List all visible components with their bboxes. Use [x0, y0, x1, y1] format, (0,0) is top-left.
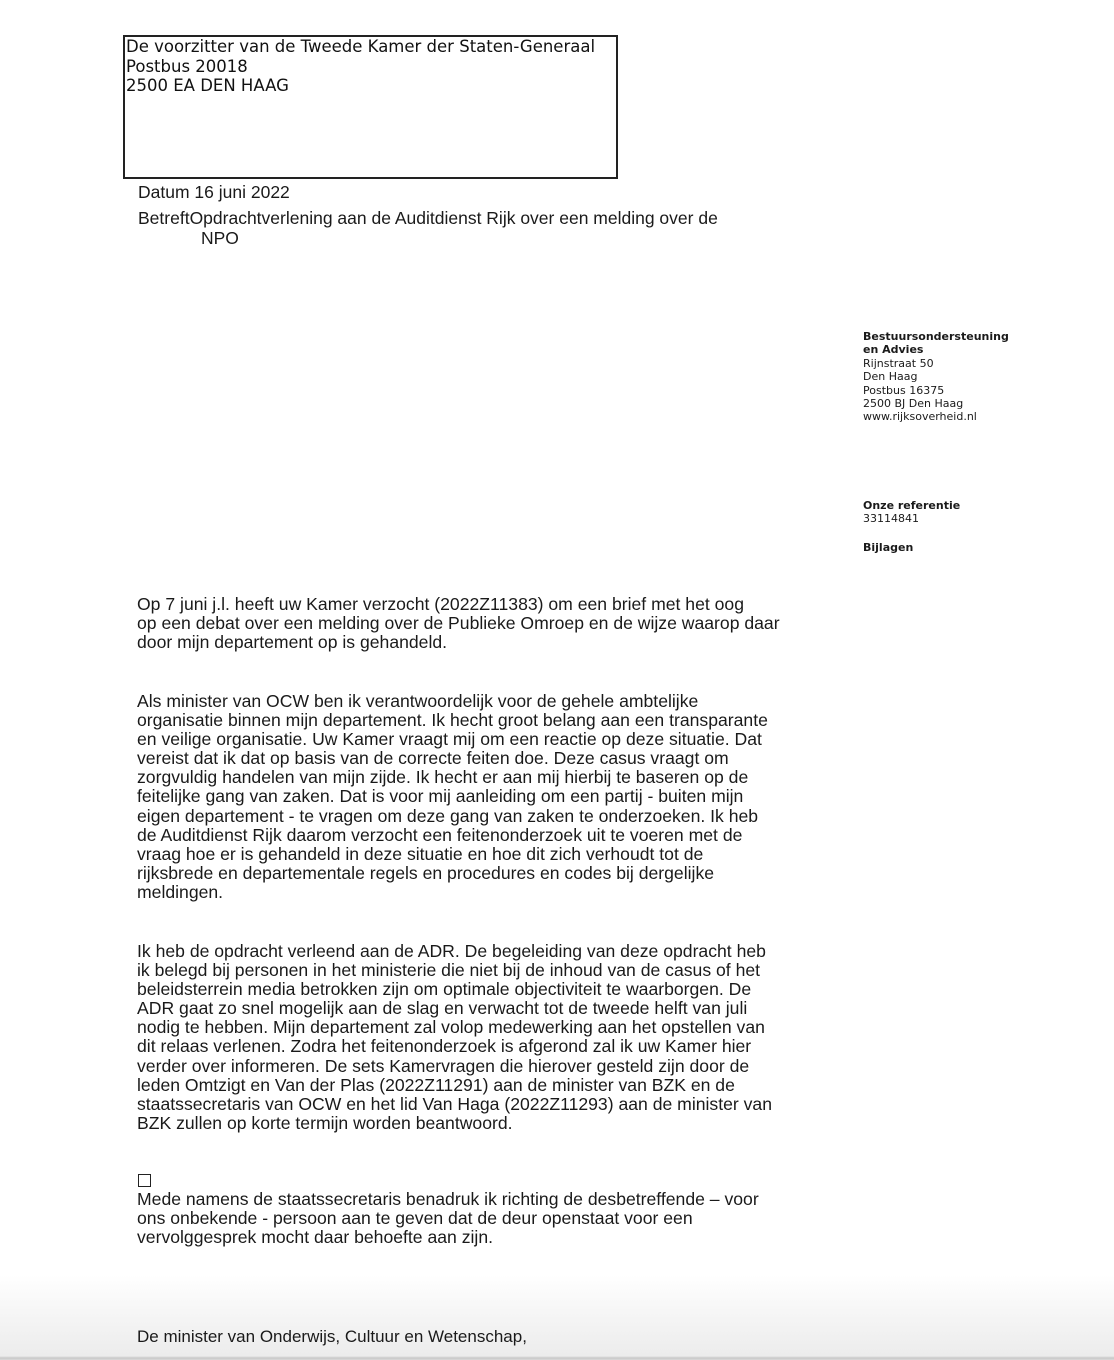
text-line: ADR gaat zo snel mogelijk aan de slag en verwacht tot de tweede helft van juli: [137, 998, 748, 1019]
text-line: beleidsterrein media betrokken zijn om optimale objectiviteit te waarborgen. De: [137, 979, 752, 1000]
text-line: ons onbekende - persoon aan te geven dat de deur openstaat voor een: [137, 1208, 693, 1229]
recipient-line: De voorzitter van de Tweede Kamer der Staten-Generaal: [126, 37, 596, 56]
subject-value-continued: NPO: [201, 228, 239, 248]
text-line: meldingen.: [137, 881, 224, 902]
org-name: en Advies: [863, 343, 924, 357]
text-line: op een debat over een melding over de Publieke Omroep en de wijze waarop daar: [137, 613, 780, 634]
text-line: leden Omtzigt en Van der Plas (2022Z11291) aan de minister van BZK en de: [137, 1074, 735, 1095]
date-value: 16 juni 2022: [194, 182, 290, 202]
text-line: vraag hoe er is gehandeld in deze situatie en hoe dit zich verhoudt tot de: [137, 843, 704, 864]
sender-organization: [863, 330, 1009, 424]
text-line: door mijn departement op is gehandeld.: [137, 632, 448, 653]
attachments-label: Bijlagen: [863, 541, 914, 554]
text-line: staatssecretaris van OCW en het lid Van Haga (2022Z11293) aan de minister van: [137, 1093, 773, 1114]
text-line: BZK zullen op korte termijn worden beantwoord.: [137, 1112, 513, 1133]
org-address-line: Den Haag: [863, 370, 918, 384]
text-line: vereist dat ik dat op basis van de correcte feiten doe. Deze casus vraagt om: [137, 748, 729, 769]
org-address-line: Rijnstraat 50: [863, 356, 934, 370]
subject-row: [138, 208, 818, 248]
body-paragraph: [137, 692, 857, 902]
text-line: rijksbrede en departementale regels en procedures en codes bij dergelijke: [137, 862, 715, 883]
text-line: verder over informeren. De sets Kamervragen die hierover gesteld zijn door de: [137, 1055, 750, 1076]
reference-label: Onze referentie: [863, 499, 961, 512]
text-line: organisatie binnen mijn departement. Ik hecht groot belang aan een transparante: [137, 710, 768, 731]
date-row: [138, 182, 290, 202]
text-line: en veilige organisatie. Uw Kamer vraagt mij om een reactie op deze situatie. Dat: [137, 729, 762, 750]
org-name: Bestuursondersteuning: [863, 330, 1009, 343]
text-line: zorgvuldig handelen van mijn zijde. Ik hecht er aan mij hierbij te baseren op de: [137, 767, 749, 788]
text-line: Op 7 juni j.l. heeft uw Kamer verzocht (2022Z11383) om een brief met het oog: [137, 594, 744, 614]
text-line: de Auditdienst Rijk daarom verzocht een feitenonderzoek uit te voeren met de: [137, 824, 743, 845]
org-address-line: Postbus 16375: [863, 383, 945, 397]
reference-value: 33114841: [863, 512, 919, 526]
placeholder-box-icon: [138, 1174, 151, 1187]
text-line: vervolggesprek mocht daar behoefte aan zijn.: [137, 1227, 493, 1248]
recipient-line: 2500 EA DEN HAAG: [126, 76, 289, 95]
subject-label: Betreft: [138, 208, 190, 228]
recipient-line: Postbus 20018: [126, 56, 248, 76]
text-line: dit relaas verlenen. Zodra het feitenonderzoek is afgerond zal ik uw Kamer hier: [137, 1036, 752, 1057]
signature-line: De minister van Onderwijs, Cultuur en Wetenschap,: [137, 1327, 527, 1346]
recipient-address-box: [123, 35, 618, 179]
body-paragraph: [137, 942, 857, 1133]
text-line: Ik heb de opdracht verleend aan de ADR. De begeleiding van deze opdracht heb: [137, 941, 766, 961]
text-line: Mede namens de staatssecretaris benadruk ik richting de desbetreffende – voor: [137, 1189, 759, 1209]
date-label: Datum: [138, 182, 190, 202]
body-paragraph: [137, 595, 857, 652]
reference-block: [863, 499, 960, 526]
subject-value: Opdrachtverlening aan de Auditdienst Rijk over een melding over de: [189, 208, 718, 228]
org-website: www.rijksoverheid.nl: [863, 410, 977, 424]
text-line: nodig te hebben. Mijn departement zal volop medewerking aan het opstellen van: [137, 1017, 765, 1038]
text-line: Als minister van OCW ben ik verantwoordelijk voor de gehele ambtelijke: [137, 691, 699, 711]
text-line: ik belegd bij personen in het ministerie die niet bij de inhoud van de casus of het: [137, 960, 761, 981]
text-line: eigen departement - te vragen om deze gang van zaken te onderzoeken. Ik heb: [137, 805, 759, 826]
org-address-line: 2500 BJ Den Haag: [863, 397, 964, 411]
body-paragraph: [137, 1190, 857, 1247]
attachments-block: [863, 541, 913, 554]
text-line: feitelijke gang van zaken. Dat is voor mij aanleiding om een partij - buiten mijn: [137, 786, 744, 807]
